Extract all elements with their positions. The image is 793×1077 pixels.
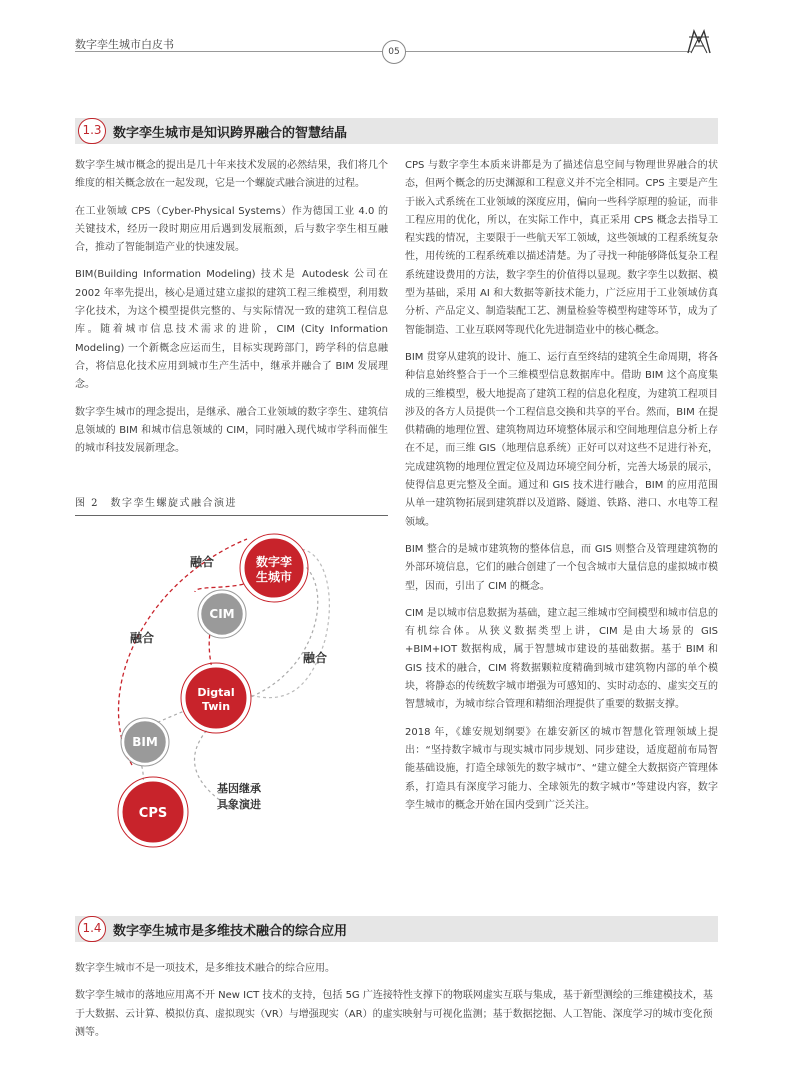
node-bim: [121, 718, 169, 766]
gene-label-line1: 基因继承: [217, 782, 261, 795]
paragraph: CPS 与数字孪生本质来讲都是为了描述信息空间与物理世界融合的状态，但两个概念的历史渊源和工程意义并不完全相同。CPS 主要是产生于嵌入式系统在工业领域的深度应用，偏向一些科学原理的验证，而非工程应用的优化，所以，在实际工作中，真正采用 CPS 概念去指导工程实践的情况，主要限于一些航天军工领域，这些领域的工程系统复杂性，用传统的工程系统难以描述清楚。为了寻找一种能够降低复杂工程系统建设费用的方法，数字孪生的价值得以显现。数字孪生以数据、模型为基础，采用 AI 和大数据等新技术能力，广泛应用于工业领域仿真分析、产品定义、制造装配工艺、测量检验等模型构建等环节，成为了智能制造、工业互联网等现代化先进制造业中的核心概念。: [405, 160, 718, 336]
node-digital-twin-city: [240, 534, 308, 602]
bottom-paragraph: 数字孪生城市的落地应用离不开 New ICT 技术的支持，包括 5G 广连接特性支撑下的物联网虚实互联与集成，基于新型测绘的三维建模技术，基于大数据、云计算、模拟仿真、虚拟现实（VR）与增强现实（AR）的虚实映射与可视化监测；基于数据挖掘、人工智能、深度学习的城市变化预测等。: [75, 990, 713, 1038]
paragraph: BIM(Building Information Modeling) 技术是 Autodesk 公司在 2002 年率先提出，核心是通过建立虚拟的建筑工程三维模型，利用数字化技术，为这个模型提供完整的、与实际情况一致的建筑工程信息库。随着城市信息技术需求的进阶，CIM (City Information Modeling) 一个新概念应运而生，目标实现跨部门，跨学科的信息融合，将信息化技术应用到城市生产生活中，继承并融合了 BIM 发展理念。: [75, 269, 388, 391]
section-number: 1.4: [78, 916, 106, 942]
right-column: [405, 157, 718, 824]
node-label: CIM: [209, 607, 235, 621]
paragraph: 数字孪生城市的理念提出，是继承、融合工业领域的数字孪生、建筑信息领域的 BIM 和城市信息领域的 CIM，同时融入现代城市学科而催生的城市科技发展新理念。: [75, 406, 388, 455]
section-number: 1.3: [78, 118, 106, 144]
node-label: 数字孪生城市: [255, 555, 293, 584]
node-cim: [198, 590, 246, 638]
paragraph: CIM 是以城市信息数据为基础，建立起三维城市空间模型和城市信息的有机综合体。从狭义数据类型上讲，CIM 是由大场景的 GIS +BIM+IOT 数据构成，属于智慧城市建设的基础数据。基于 BIM 和 GIS 技术的融合，CIM 将数据颗粒度精确到城市建筑物内部的单个模块，将静态的传统数字城市增强为可感知的、实时动态的、虚实交互的智慧城市，为城市综合管理和精细治理提供了重要的数据支撑。: [405, 607, 718, 711]
section-title: 数字孪生城市是多维技术融合的综合应用: [113, 924, 348, 939]
fusion-label-right: 融合: [303, 651, 328, 665]
bottom-paragraph: 数字孪生城市不是一项技术，是多维技术融合的综合应用。: [75, 963, 335, 974]
spiral-fusion-diagram: [75, 520, 388, 860]
node-label: BIM: [132, 735, 158, 749]
node-label: CPS: [138, 806, 168, 821]
paragraph: BIM 贯穿从建筑的设计、施工、运行直至终结的建筑全生命周期，将各种信息始终整合于一个三维模型信息数据库中。借助 BIM 这个高度集成的三维模型，极大地提高了建筑工程的信息化程度，为建筑工程项目涉及的各方人员提供一个工程信息交换和共享的平台。然而，BIM 在提供精确的地理位置、建筑物周边环境整体展示和空间地理信息分析上存在不足，而三维 GIS（地理信息系统）正好可以对这些不足进行补充，完成建筑物的地理位置定位及周边环境空间分析，完善大场景的展示，使得信息更完整及全面。通过和 GIS 技术进行融合，BIM 的应用范围从单一建筑物拓展到建筑群以及道路、隧道、铁路、港口、水电等工程领域。: [405, 351, 718, 528]
paragraph: 2018 年，《雄安规划纲要》在雄安新区的城市智慧化管理领域上提出：“坚持数字城市与现实城市同步规划、同步建设，适度超前布局智能基础设施，打造全球领先的数字城市”、“建立健全大数据资产管理体系，打造具有深度学习能力、全球领先的数字城市”等建设内容，数字孪生城市的概念开始在国内受到广泛关注。: [405, 726, 718, 811]
paragraph: BIM 整合的是城市建筑物的整体信息，而 GIS 则整合及管理建筑物的外部环境信息，它们的融合创建了一个包含城市大量信息的虚拟城市模型，因而，引出了 CIM 的概念。: [405, 543, 718, 592]
left-column: [75, 157, 388, 467]
fusion-label-top: 融合: [190, 555, 215, 569]
section-heading-1-3: [75, 118, 718, 144]
header-title: 数字孪生城市白皮书: [75, 38, 174, 51]
brand-logo-icon: [685, 28, 713, 56]
paragraph: 数字孪生城市概念的提出是几十年来技术发展的必然结果，我们将几个维度的相关概念放在一起发现，它是一个螺旋式融合演进的过程。: [75, 160, 388, 190]
section-title: 数字孪生城市是知识跨界融合的智慧结晶: [113, 126, 348, 141]
section-heading-1-4: [75, 916, 718, 942]
fusion-label-left: 融合: [130, 631, 155, 645]
node-label: Digtal Twin: [197, 686, 235, 713]
gene-label-line2: 具象演进: [217, 798, 261, 811]
page-number: 05: [382, 40, 406, 64]
figure-caption-divider: [75, 515, 388, 516]
node-cps: [118, 777, 188, 847]
paragraph: 在工业领域 CPS（Cyber-Physical Systems）作为德国工业 4.0 的关键技术，经历一段时期应用后遇到发展瓶颈，后与数字孪生相互融合，推动了智能制造产业的快速发展。: [75, 205, 388, 254]
figure-caption: 图 2 数字孪生螺旋式融合演进: [75, 498, 238, 509]
node-digital-twin: [181, 663, 251, 733]
